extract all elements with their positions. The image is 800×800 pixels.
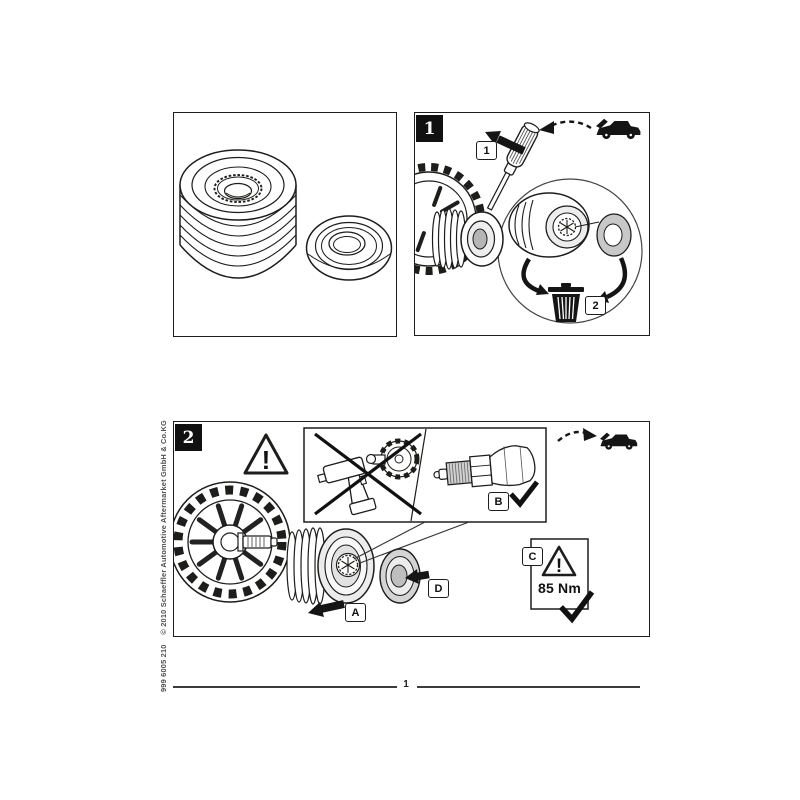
detail-cap-icon [597,214,631,256]
warning-mark: ! [555,556,563,577]
install-direction-arrow-icon [558,428,597,441]
step-1-badge: 1 [416,115,443,142]
footer-rule-right [417,686,640,688]
warning-triangle-icon [245,435,287,475]
callout-pry: 1 [476,141,497,160]
remove-direction-arrow-icon [539,121,591,134]
callout-cap: D [428,579,449,598]
protective-cap-icon [307,216,392,280]
page-number: 1 [403,679,409,690]
alternator-icon [174,482,290,602]
order-code: 999 6005 210 [158,644,168,692]
step-2-badge: 2 [175,424,202,451]
tool-advice-inset [304,428,546,522]
car-removal-icon [596,119,640,139]
warning-mark: ! [261,445,271,475]
callout-pulley: A [345,603,366,622]
torque-value: 85 Nm [537,580,582,596]
pulley-and-cap-illustration [174,113,395,334]
step2-illustration [174,422,648,635]
callout-discard: 2 [585,296,606,315]
copyright-text: © 2010 Schaeffler Automotive Aftermarket GmbH & Co.KG [158,420,168,635]
callout-tool: B [488,492,509,511]
callout-torque: C [522,547,543,566]
pulley-icon [180,150,296,278]
step2-installation-panel [173,421,650,637]
copyright-sidebar [156,420,170,692]
step1-illustration [415,113,648,334]
step1-removal-panel [414,112,650,336]
car-install-icon [600,433,637,450]
parts-overview-panel [173,112,397,337]
new-pulley-icon [287,528,374,604]
footer-rule-left [173,686,397,688]
